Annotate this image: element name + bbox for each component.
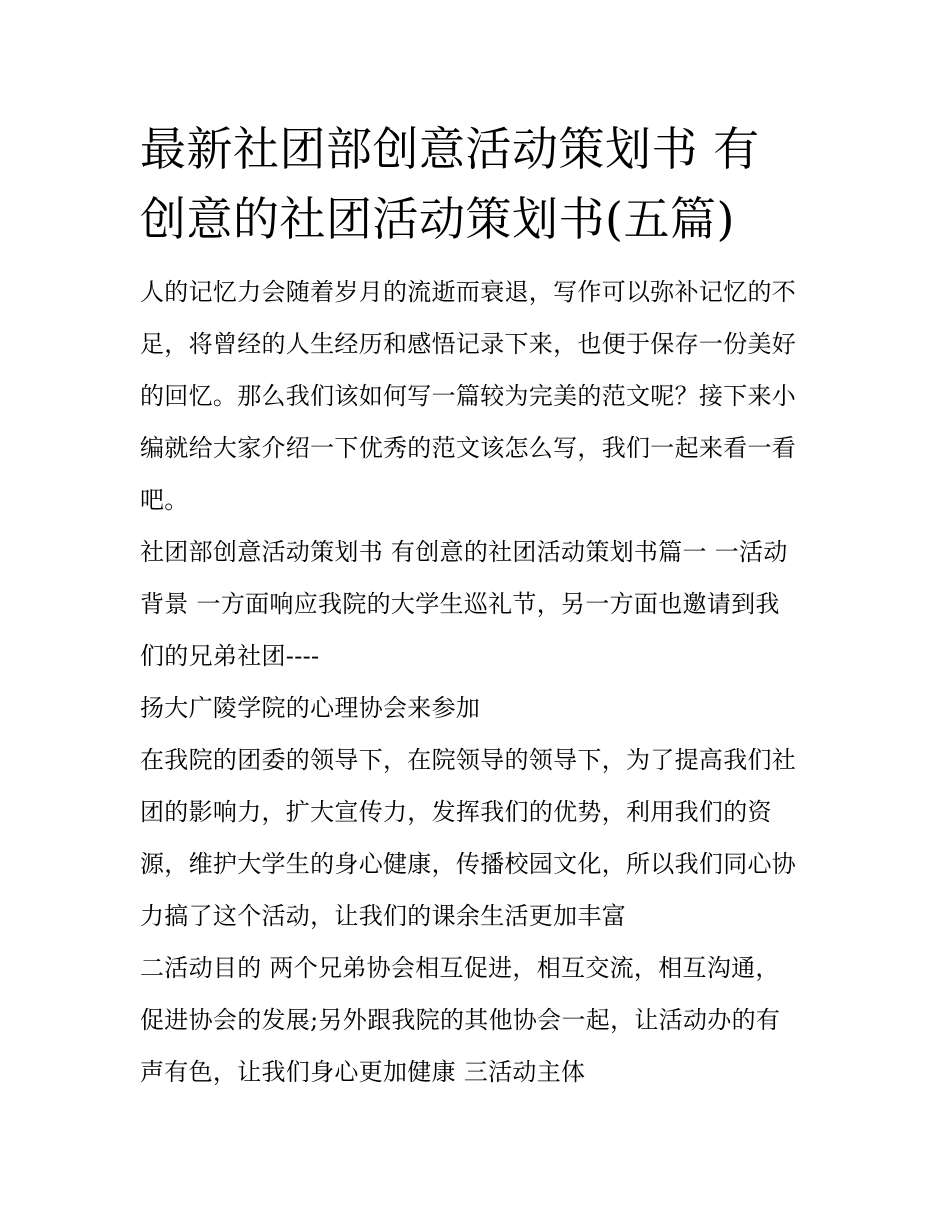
paragraph-purpose: 二活动目的 两个兄弟协会相互促进，相互交流，相互沟通， 促进协会的发展;另外跟我院的其他协会一起，让活动办的有 声有色，让我们身心更加健康 三活动主体 <box>140 954 781 1086</box>
paragraph-leadership: 在我院的团委的领导下，在院领导的领导下，为了提高我们社 团的影响力，扩大宣传力，发挥我们的优势，利用我们的资 源，维护大学生的身心健康，传播校园文化，所以我们同心协 力搞了这个活动，让我们的课余生活更加丰富 <box>140 746 797 930</box>
paragraph-background: 社团部创意活动策划书 有创意的社团活动策划书篇一 一活动 背景 一方面响应我院的大学生巡礼节，另一方面也邀请到我 们的兄弟社团---- <box>140 538 788 670</box>
paragraph-intro: 人的记忆力会随着岁月的流逝而衰退，写作可以弥补记忆的不 足，将曾经的人生经历和感悟记录下来，也便于保存一份美好 的回忆。那么我们该如何写一篇较为完美的范文呢？接下来小 编就给大家介绍一下优秀的范文该怎么写，我们一起来看一看 吧。 <box>140 278 797 514</box>
paragraph-participant: 扬大广陵学院的心理协会来参加 <box>140 694 481 722</box>
document-title: 最新社团部创意活动策划书 有 创意的社团活动策划书(五篇) <box>140 122 760 246</box>
document-content <box>140 114 815 1098</box>
